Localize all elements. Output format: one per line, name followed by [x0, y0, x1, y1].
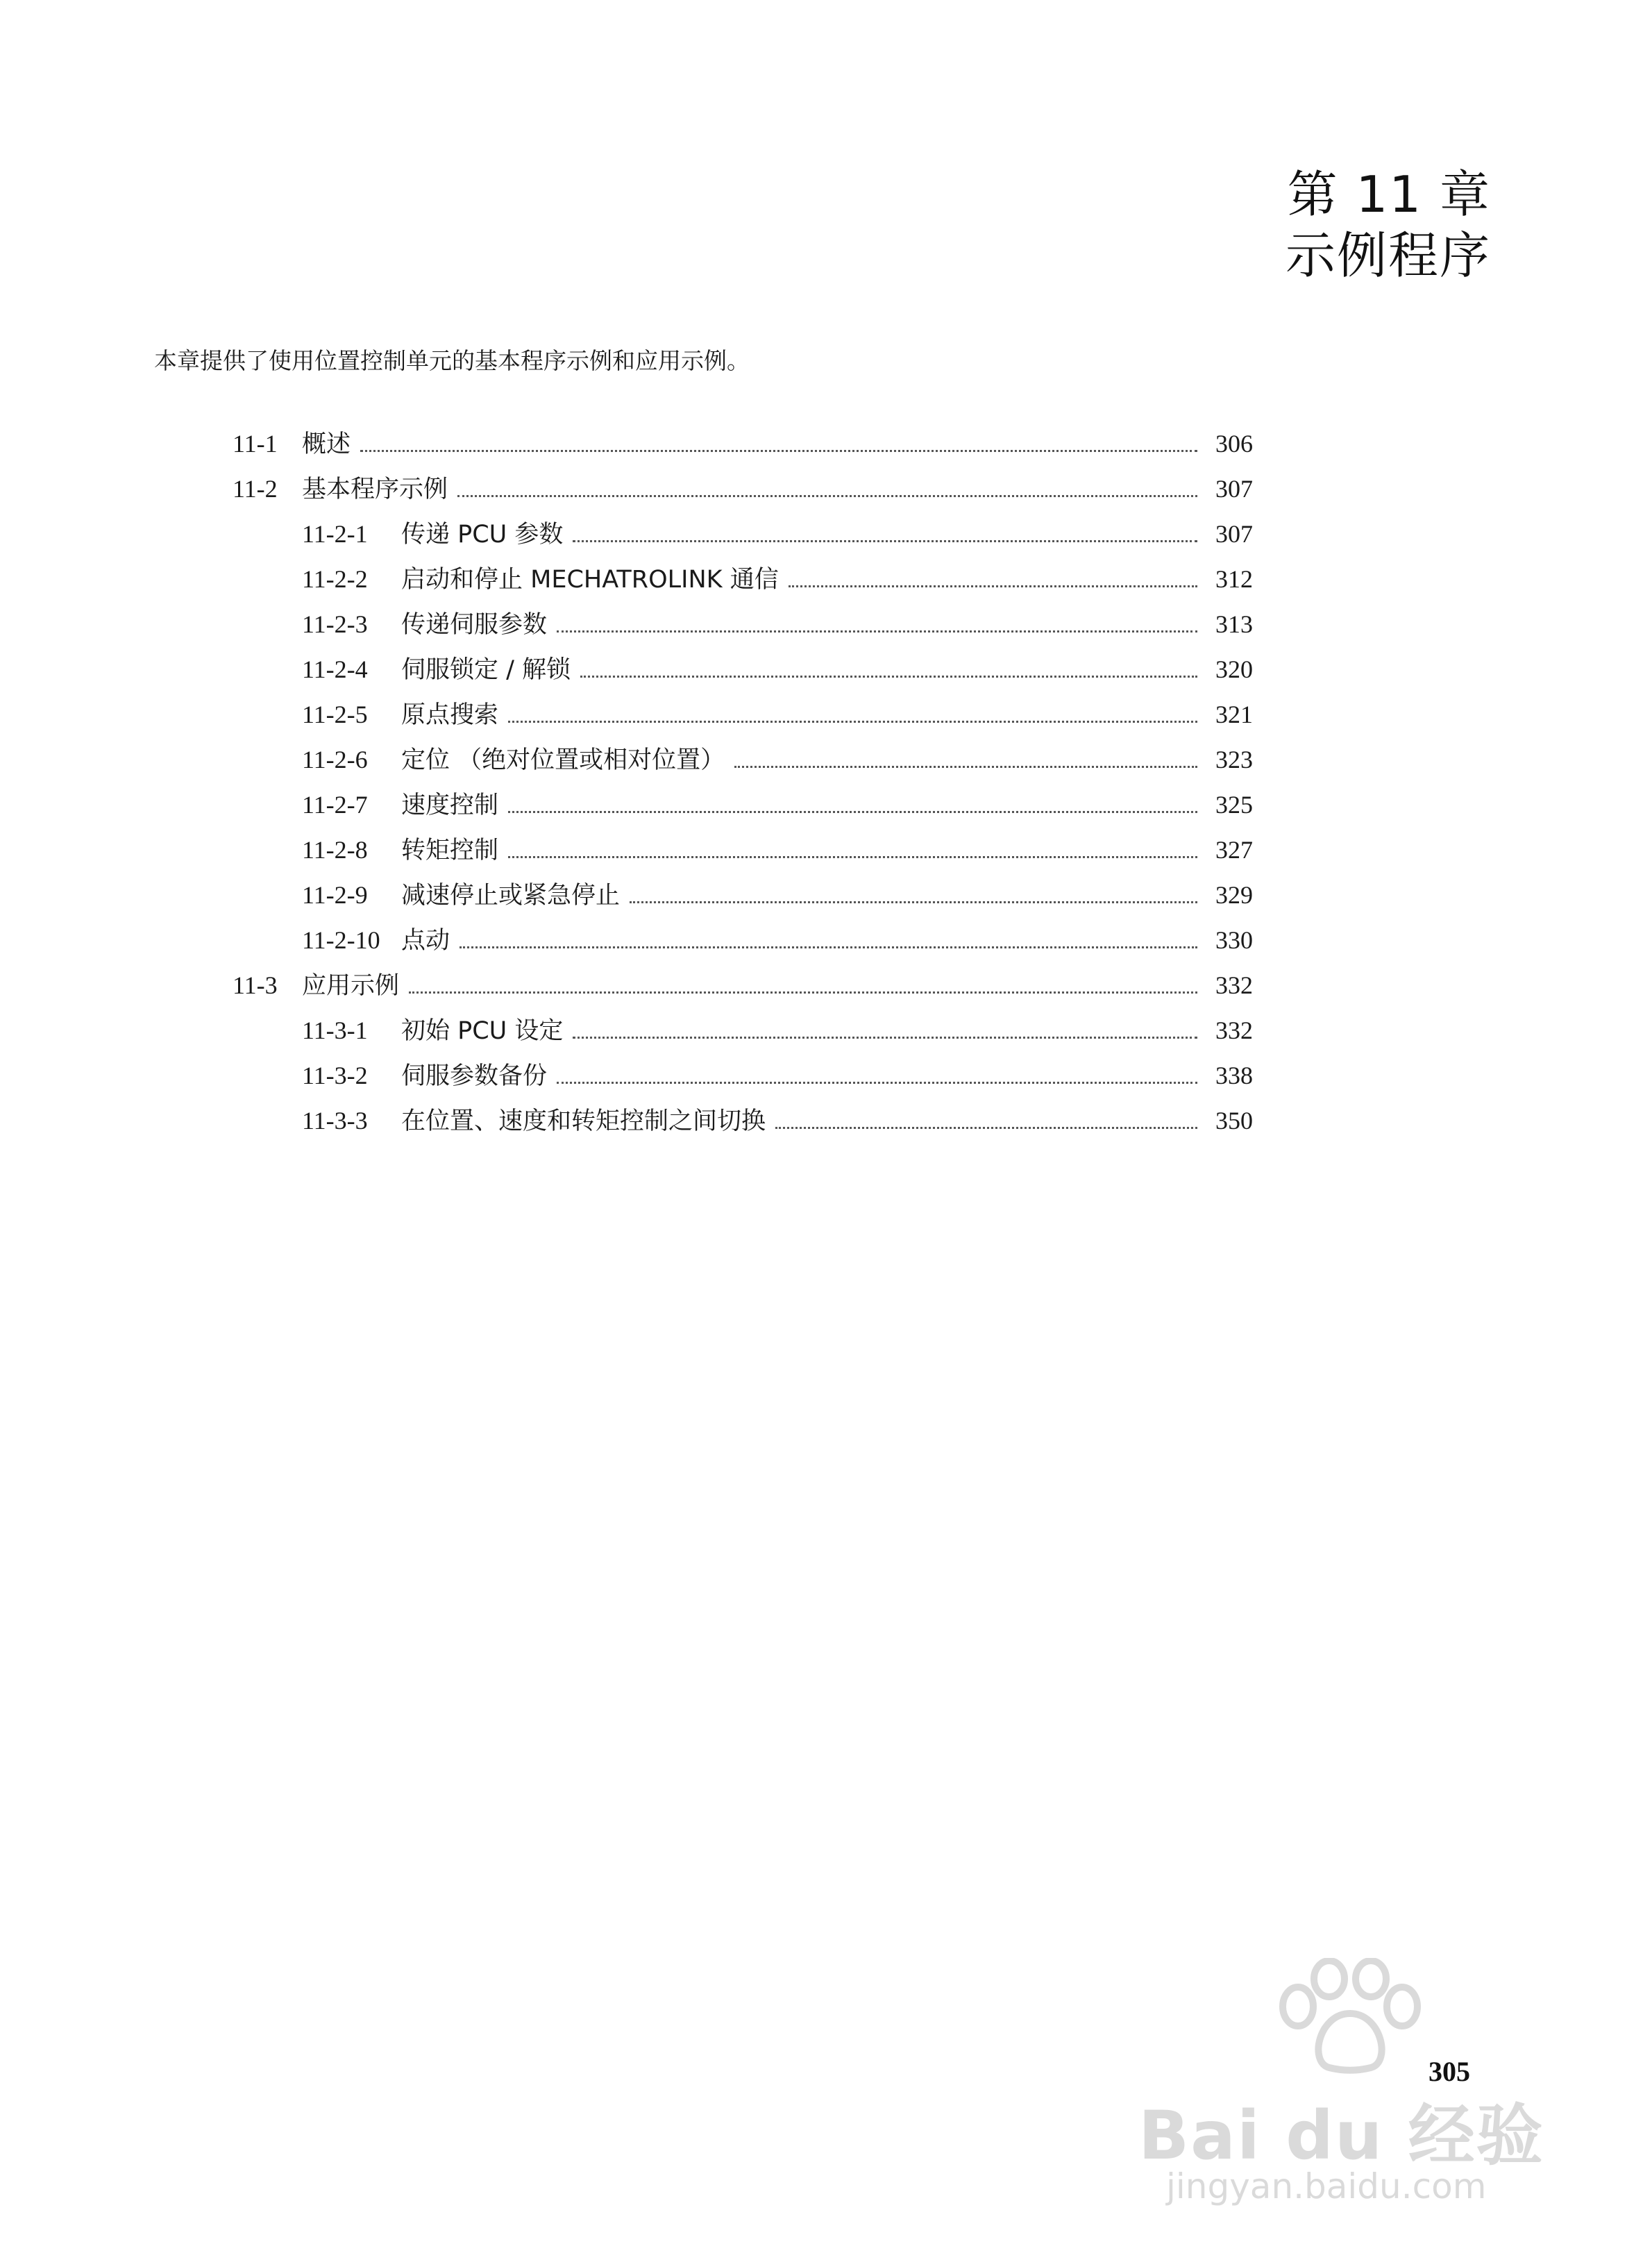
toc-entry-title: 概述 [302, 430, 351, 458]
toc-entry[interactable] [233, 1012, 1253, 1057]
toc-entry[interactable] [233, 1102, 1253, 1147]
toc-entry-page: 312 [1215, 565, 1253, 593]
toc-entry-number: 11-2-5 [302, 701, 368, 728]
dot-leader [508, 810, 1197, 813]
toc-entry-number: 11-2-2 [302, 565, 368, 593]
toc-entry-title: 原点搜索 [401, 701, 499, 729]
dot-leader [557, 1081, 1197, 1084]
toc-entry-title: 速度控制 [401, 792, 499, 819]
table-of-contents [233, 425, 1253, 1147]
toc-entry-page: 321 [1215, 701, 1253, 728]
toc-entry-number: 11-2-8 [302, 836, 368, 864]
toc-entry-title: 基本程序示例 [302, 476, 448, 503]
toc-entry[interactable] [233, 786, 1253, 831]
chapter-number: 第 11 章 [1287, 165, 1491, 224]
dot-leader [457, 494, 1197, 497]
toc-entry[interactable] [233, 921, 1253, 966]
toc-entry-number: 11-3 [233, 971, 278, 999]
toc-entry[interactable] [233, 560, 1253, 605]
toc-entry-number: 11-2-6 [302, 746, 368, 773]
toc-entry-page: 330 [1215, 926, 1253, 954]
toc-entry-page: 313 [1215, 610, 1253, 638]
toc-entry[interactable] [233, 831, 1253, 876]
toc-entry-title: 减速停止或紧急停止 [401, 882, 621, 910]
dot-leader [409, 991, 1197, 994]
toc-entry[interactable] [233, 696, 1253, 741]
toc-entry-title: 在位置、速度和转矩控制之间切换 [401, 1107, 766, 1135]
toc-entry[interactable] [233, 876, 1253, 921]
toc-entry-page: 332 [1215, 971, 1253, 999]
toc-entry-page: 350 [1215, 1107, 1253, 1134]
toc-entry-title: 传递 PCU 参数 [401, 521, 564, 549]
toc-entry-number: 11-3-2 [302, 1062, 368, 1089]
chapter-intro: 本章提供了使用位置控制单元的基本程序示例和应用示例。 [154, 347, 750, 374]
toc-entry-page: 323 [1215, 746, 1253, 773]
toc-entry[interactable] [233, 966, 1253, 1012]
dot-leader [573, 539, 1197, 542]
toc-entry-page: 307 [1215, 475, 1253, 503]
paw-icon [1270, 1958, 1430, 2076]
toc-entry-title: 定位 （绝对位置或相对位置） [401, 746, 725, 774]
toc-entry-number: 11-2-10 [302, 926, 380, 954]
toc-entry[interactable] [233, 515, 1253, 560]
toc-entry-page: 307 [1215, 520, 1253, 548]
toc-entry[interactable] [233, 651, 1253, 696]
toc-entry-number: 11-2-1 [302, 520, 368, 548]
toc-entry-page: 338 [1215, 1062, 1253, 1089]
dot-leader [508, 720, 1197, 723]
toc-entry-number: 11-3-3 [302, 1107, 368, 1134]
toc-entry[interactable] [233, 425, 1253, 470]
toc-entry-number: 11-2 [233, 475, 278, 503]
dot-leader [360, 449, 1197, 452]
watermark-url: jingyan.baidu.com [1166, 2166, 1487, 2207]
dot-leader [630, 901, 1197, 903]
baidu-watermark [1138, 1958, 1555, 2208]
toc-entry-number: 11-2-4 [302, 655, 368, 683]
toc-entry-title: 伺服参数备份 [401, 1062, 548, 1090]
page-number: 305 [1428, 2056, 1470, 2087]
chapter-heading [1286, 164, 1491, 286]
toc-entry-title: 初始 PCU 设定 [401, 1017, 564, 1045]
toc-entry-page: 306 [1215, 430, 1253, 458]
toc-entry-title: 转矩控制 [401, 837, 499, 864]
toc-entry-title: 点动 [401, 927, 450, 955]
toc-entry-page: 327 [1215, 836, 1253, 864]
toc-entry[interactable] [233, 470, 1253, 515]
dot-leader [775, 1126, 1197, 1129]
toc-entry-number: 11-2-7 [302, 791, 368, 819]
dot-leader [789, 585, 1197, 587]
toc-entry[interactable] [233, 741, 1253, 786]
watermark-brand: Bai du 经验 [1138, 2097, 1544, 2175]
toc-entry-number: 11-2-3 [302, 610, 368, 638]
toc-entry-number: 11-1 [233, 430, 278, 458]
toc-entry-title: 启动和停止 MECHATROLINK 通信 [401, 566, 779, 594]
toc-entry-page: 325 [1215, 791, 1253, 819]
toc-entry-number: 11-2-9 [302, 881, 368, 909]
dot-leader [580, 675, 1197, 678]
dot-leader [573, 1036, 1197, 1039]
toc-entry-title: 应用示例 [302, 972, 400, 1000]
toc-entry-title: 伺服锁定 / 解锁 [401, 656, 571, 684]
toc-entry-page: 332 [1215, 1016, 1253, 1044]
toc-entry-page: 320 [1215, 655, 1253, 683]
toc-entry-page: 329 [1215, 881, 1253, 909]
toc-entry[interactable] [233, 1057, 1253, 1102]
dot-leader [460, 946, 1197, 948]
chapter-title: 示例程序 [1285, 226, 1491, 285]
toc-entry[interactable] [233, 605, 1253, 651]
toc-entry-title: 传递伺服参数 [401, 611, 548, 639]
toc-entry-number: 11-3-1 [302, 1016, 368, 1044]
dot-leader [508, 855, 1197, 858]
dot-leader [734, 765, 1197, 768]
dot-leader [557, 630, 1197, 633]
